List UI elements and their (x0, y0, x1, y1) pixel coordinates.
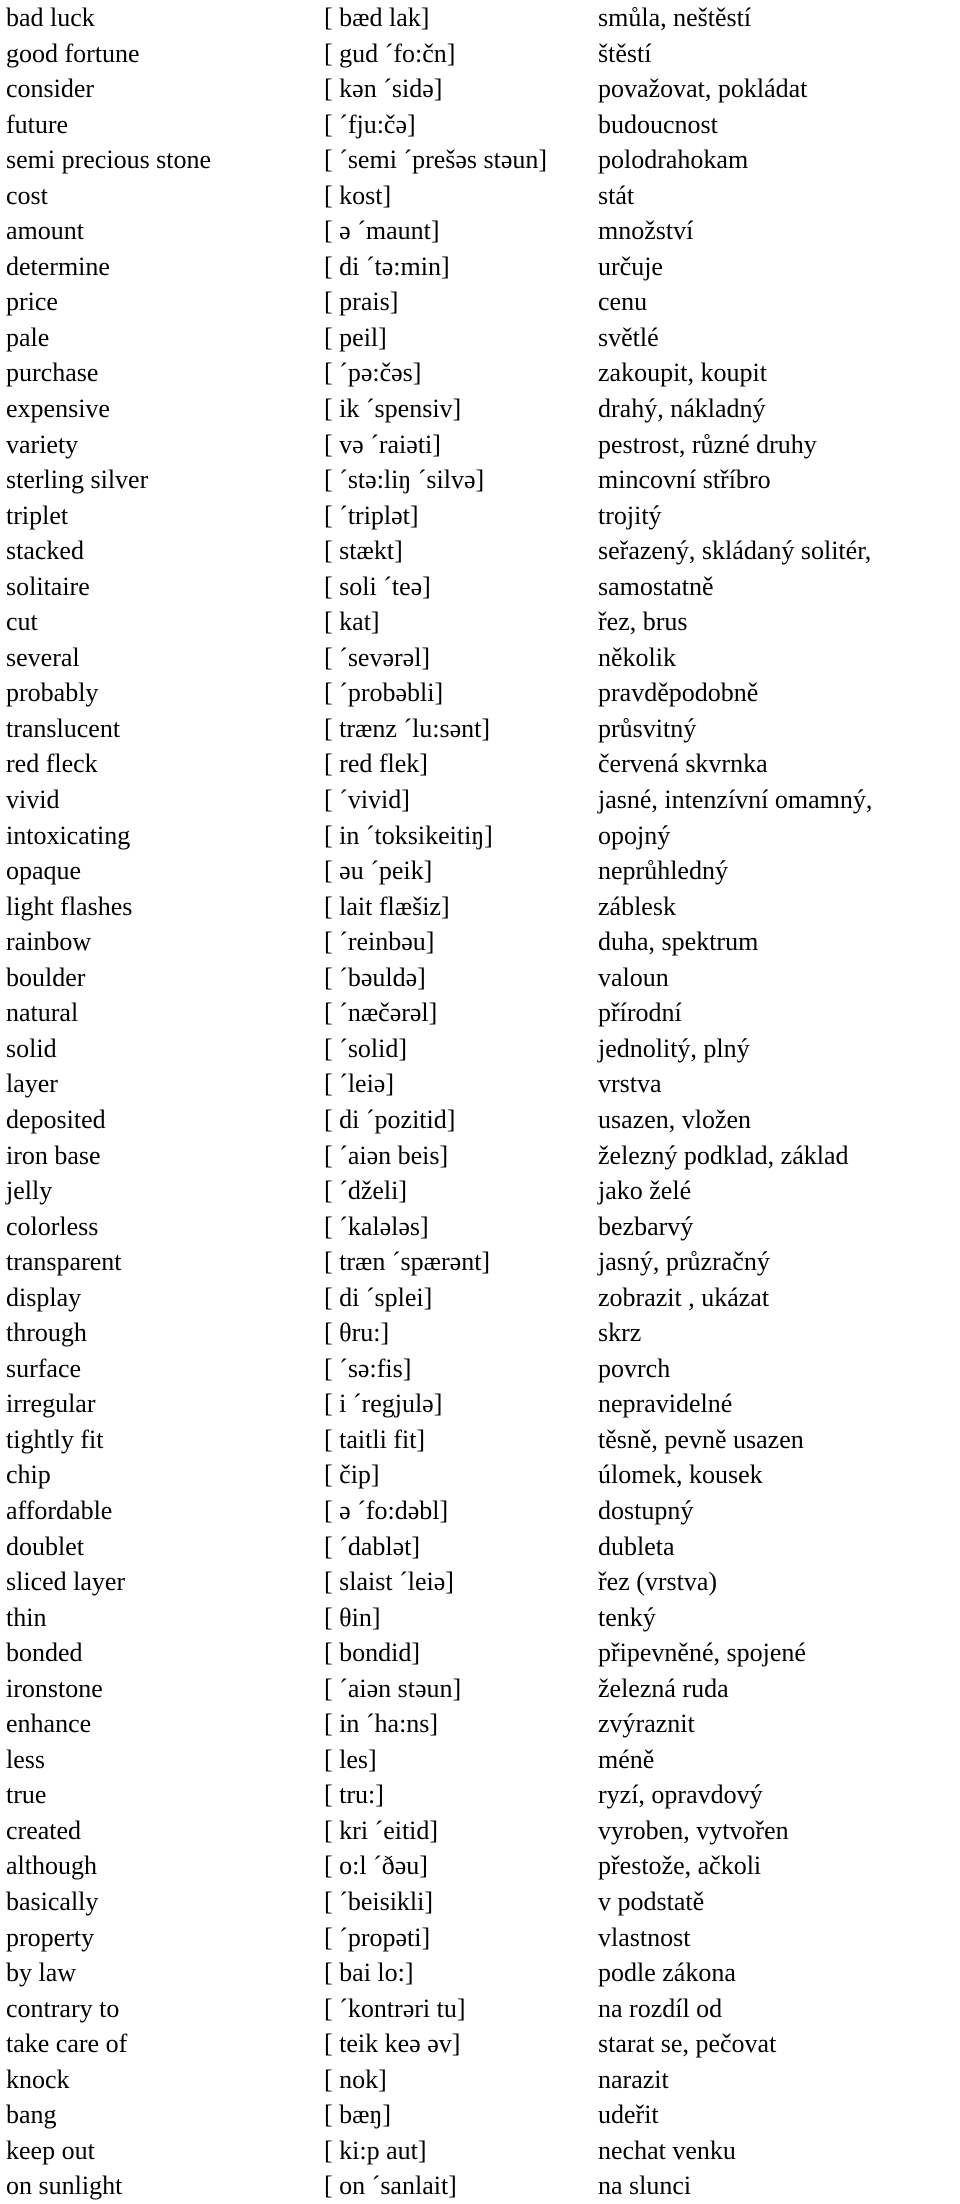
vocabulary-row (0, 1600, 960, 1636)
pronunciation: [ in ˊha:ns] (324, 1709, 439, 1739)
english-term: contrary to (6, 1993, 120, 2023)
english-term: cost (6, 180, 48, 210)
czech-translation: připevněné, spojené (598, 1638, 806, 1668)
czech-translation: podle zákona (598, 1958, 736, 1988)
czech-translation: zobrazit , ukázat (598, 1282, 770, 1312)
vocabulary-row (0, 1315, 960, 1351)
pronunciation: [ ə ˊfo:dəbl] (324, 1495, 449, 1525)
pronunciation: [ θru:] (324, 1318, 390, 1348)
czech-translation: železný podklad, základ (598, 1140, 849, 1170)
vocabulary-row (0, 249, 960, 285)
czech-translation: ryzí, opravdový (598, 1780, 763, 1810)
pronunciation: [ tru:] (324, 1780, 384, 1810)
pronunciation: [ ə ˊmaunt] (324, 216, 440, 246)
english-term: cut (6, 607, 38, 637)
pronunciation: [ gud ˊfo:čn] (324, 38, 456, 68)
english-term: future (6, 109, 69, 139)
pronunciation: [ ki:p aut] (324, 2135, 427, 2165)
pronunciation: [ ˊtriplət] (324, 500, 419, 530)
pronunciation: [ ˊaiən stəun] (324, 1673, 462, 1703)
vocabulary-row (0, 853, 960, 889)
vocabulary-row (0, 1031, 960, 1067)
czech-translation: průsvitný (598, 713, 697, 743)
pronunciation: [ taitli fit] (324, 1424, 426, 1454)
english-term: property (6, 1922, 95, 1952)
pronunciation: [ ˊpə:čəs] (324, 358, 422, 388)
vocabulary-row (0, 1280, 960, 1316)
pronunciation: [ ˊreinbəu] (324, 927, 435, 957)
pronunciation: [ trænz ˊlu:sənt] (324, 713, 491, 743)
english-term: basically (6, 1886, 99, 1916)
english-term: surface (6, 1353, 82, 1383)
czech-translation: úlomek, kousek (598, 1460, 763, 1490)
czech-translation: seřazený, skládaný solitér, (598, 536, 872, 566)
english-term: jelly (6, 1176, 53, 1206)
pronunciation: [ əu ˊpeik] (324, 856, 433, 886)
czech-translation: smůla, neštěstí (598, 3, 752, 32)
vocabulary-row (0, 1777, 960, 1813)
vocabulary-row (0, 746, 960, 782)
czech-translation: skrz (598, 1318, 642, 1348)
english-term: affordable (6, 1495, 113, 1525)
pronunciation: [ bæd lak] (324, 3, 430, 32)
vocabulary-row (0, 1564, 960, 1600)
czech-translation: nechat venku (598, 2135, 736, 2165)
czech-translation: méně (598, 1744, 655, 1774)
pronunciation: [ peil] (324, 322, 387, 352)
czech-translation: povrch (598, 1353, 671, 1383)
czech-translation: řez, brus (598, 607, 688, 637)
pronunciation: [ ˊdablət] (324, 1531, 421, 1561)
pronunciation: [ ˊsə:fis] (324, 1353, 412, 1383)
english-term: thin (6, 1602, 47, 1632)
pronunciation: [ ik ˊspensiv] (324, 394, 462, 424)
pronunciation: [ teik keə əv] (324, 2029, 461, 2059)
czech-translation: železná ruda (598, 1673, 729, 1703)
english-term: semi precious stone (6, 145, 212, 175)
pronunciation: [ bondid] (324, 1638, 421, 1668)
czech-translation: jasné, intenzívní omamný, (598, 785, 873, 815)
vocabulary-row (0, 498, 960, 534)
english-term: through (6, 1318, 87, 1348)
czech-translation: červená skvrnka (598, 749, 768, 779)
czech-translation: množství (598, 216, 694, 246)
pronunciation: [ ˊpropəti] (324, 1922, 431, 1952)
pronunciation: [ ˊaiən beis] (324, 1140, 449, 1170)
english-term: price (6, 287, 58, 317)
pronunciation: [ ˊvivid] (324, 785, 410, 815)
vocabulary-row (0, 1209, 960, 1245)
pronunciation: [ kost] (324, 180, 392, 210)
english-term: transparent (6, 1247, 122, 1277)
czech-translation: trojitý (598, 500, 662, 530)
pronunciation: [ on ˊsanlait] (324, 2171, 457, 2201)
english-term: vivid (6, 785, 60, 815)
vocabulary-row (0, 284, 960, 320)
english-term: colorless (6, 1211, 99, 1241)
pronunciation: [ ˊsemi ˊprešəs stəun] (324, 145, 548, 175)
pronunciation: [ ˊprobəbli] (324, 678, 444, 708)
pronunciation: [ les] (324, 1744, 377, 1774)
english-term: created (6, 1815, 82, 1845)
english-term: take care of (6, 2029, 128, 2059)
english-term: doublet (6, 1531, 84, 1561)
czech-translation: dubleta (598, 1531, 675, 1561)
vocabulary-row (0, 1493, 960, 1529)
pronunciation: [ ˊstə:liŋ ˊsilvə] (324, 465, 485, 495)
pronunciation: [ bai lo:] (324, 1958, 414, 1988)
english-term: on sunlight (6, 2171, 123, 2201)
pronunciation: [ o:l ˊðəu] (324, 1851, 428, 1881)
czech-translation: neprůhledný (598, 856, 728, 886)
pronunciation: [ ˊnæčərəl] (324, 998, 438, 1028)
english-term: sliced layer (6, 1567, 126, 1597)
english-term: display (6, 1282, 82, 1312)
vocabulary-row (0, 1884, 960, 1920)
pronunciation: [ ˊsevərəl] (324, 642, 431, 672)
czech-translation: jako želé (598, 1176, 692, 1206)
english-term: natural (6, 998, 79, 1028)
pronunciation: [ ˊdželi] (324, 1176, 408, 1206)
english-term: probably (6, 678, 99, 708)
vocabulary-row (0, 995, 960, 1031)
czech-translation: vlastnost (598, 1922, 691, 1952)
english-term: iron base (6, 1140, 101, 1170)
vocabulary-row (0, 1635, 960, 1671)
vocabulary-row (0, 960, 960, 996)
english-term: less (6, 1744, 45, 1774)
czech-translation: několik (598, 642, 676, 672)
czech-translation: světlé (598, 322, 659, 352)
czech-translation: drahý, nákladný (598, 394, 766, 424)
english-term: consider (6, 74, 95, 104)
pronunciation: [ ˊkaləlǝs] (324, 1211, 429, 1241)
english-term: bonded (6, 1638, 83, 1668)
vocabulary-row (0, 818, 960, 854)
english-term: enhance (6, 1709, 92, 1739)
english-term: determine (6, 251, 110, 281)
vocabulary-row (0, 107, 960, 143)
vocabulary-row (0, 675, 960, 711)
vocabulary-row (0, 1351, 960, 1387)
czech-translation: v podstatě (598, 1886, 705, 1916)
english-term: expensive (6, 394, 110, 424)
pronunciation: [ prais] (324, 287, 399, 317)
vocabulary-row (0, 71, 960, 107)
pronunciation: [ di ˊsplei] (324, 1282, 433, 1312)
vocabulary-row (0, 711, 960, 747)
czech-translation: narazit (598, 2064, 669, 2094)
vocabulary-row (0, 889, 960, 925)
vocabulary-row (0, 391, 960, 427)
vocabulary-row (0, 2026, 960, 2062)
vocabulary-row (0, 1955, 960, 1991)
pronunciation: [ di ˊtə:min] (324, 251, 450, 281)
vocabulary-row (0, 1066, 960, 1102)
czech-translation: přírodní (598, 998, 682, 1028)
english-term: true (6, 1780, 47, 1810)
czech-translation: jednolitý, plný (598, 1033, 750, 1063)
czech-translation: samostatně (598, 571, 714, 601)
vocabulary-row (0, 604, 960, 640)
english-term: tightly fit (6, 1424, 104, 1454)
vocabulary-row (0, 1173, 960, 1209)
czech-translation: valoun (598, 962, 669, 992)
czech-translation: dostupný (598, 1495, 694, 1525)
pronunciation: [ lait flæšiz] (324, 891, 450, 921)
english-term: keep out (6, 2135, 95, 2165)
pronunciation: [ stækt] (324, 536, 403, 566)
czech-translation: vrstva (598, 1069, 662, 1099)
english-term: by law (6, 1958, 77, 1988)
pronunciation: [ bæŋ] (324, 2100, 392, 2130)
english-term: red fleck (6, 749, 98, 779)
pronunciation: [ i ˊregjulə] (324, 1389, 443, 1419)
vocabulary-row (0, 2097, 960, 2133)
vocabulary-row (0, 2062, 960, 2098)
czech-translation: zvýraznit (598, 1709, 695, 1739)
pronunciation: [ θin] (324, 1602, 381, 1632)
czech-translation: řez (vrstva) (598, 1567, 718, 1597)
english-term: purchase (6, 358, 99, 388)
vocabulary-row (0, 36, 960, 72)
english-term: sterling silver (6, 465, 149, 495)
vocabulary-row (0, 142, 960, 178)
english-term: translucent (6, 713, 121, 743)
pronunciation: [ kri ˊeitid] (324, 1815, 439, 1845)
czech-translation: přestože, ačkoli (598, 1851, 762, 1881)
czech-translation: vyroben, vytvořen (598, 1815, 789, 1845)
pronunciation: [ red flek] (324, 749, 428, 779)
czech-translation: jasný, průzračný (598, 1247, 770, 1277)
pronunciation: [ ˊkontrəri tu] (324, 1993, 466, 2023)
czech-translation: polodrahokam (598, 145, 749, 175)
czech-translation: starat se, pečovat (598, 2029, 777, 2059)
english-term: bang (6, 2100, 57, 2130)
pronunciation: [ kat] (324, 607, 380, 637)
czech-translation: na slunci (598, 2171, 692, 2201)
english-term: boulder (6, 962, 86, 992)
vocabulary-row (0, 1138, 960, 1174)
vocabulary-row (0, 1920, 960, 1956)
vocabulary-row (0, 213, 960, 249)
czech-translation: nepravidelné (598, 1389, 733, 1419)
vocabulary-row (0, 1244, 960, 1280)
pronunciation: [ ˊbeisikli] (324, 1886, 434, 1916)
vocabulary-row (0, 640, 960, 676)
english-term: triplet (6, 500, 69, 530)
vocabulary-row (0, 355, 960, 391)
vocabulary-row (0, 1706, 960, 1742)
pronunciation: [ soli ˊteə] (324, 571, 431, 601)
english-term: bad luck (6, 3, 95, 32)
english-term: amount (6, 216, 84, 246)
vocabulary-row (0, 0, 960, 36)
pronunciation: [ ˊbəuldə] (324, 962, 426, 992)
english-term: light flashes (6, 891, 133, 921)
english-term: intoxicating (6, 820, 131, 850)
pronunciation: [ kən ˊsidə] (324, 74, 443, 104)
pronunciation: [ ˊfju:čə] (324, 109, 416, 139)
pronunciation: [ di ˊpozitid] (324, 1104, 456, 1134)
pronunciation: [ slaist ˊleiə] (324, 1567, 454, 1597)
pronunciation: [ ˊsolid] (324, 1033, 408, 1063)
english-term: ironstone (6, 1673, 103, 1703)
vocabulary-row (0, 1457, 960, 1493)
czech-translation: považovat, pokládat (598, 74, 808, 104)
english-term: pale (6, 322, 50, 352)
pronunciation: [ čip] (324, 1460, 380, 1490)
czech-translation: štěstí (598, 38, 652, 68)
czech-translation: záblesk (598, 891, 676, 921)
english-term: deposited (6, 1104, 106, 1134)
vocabulary-row (0, 427, 960, 463)
czech-translation: určuje (598, 251, 663, 281)
vocabulary-row (0, 1848, 960, 1884)
english-term: opaque (6, 856, 82, 886)
vocabulary-row (0, 569, 960, 605)
czech-translation: bezbarvý (598, 1211, 694, 1241)
czech-translation: opojný (598, 820, 671, 850)
pronunciation: [ ˊleiə] (324, 1069, 395, 1099)
vocabulary-row (0, 533, 960, 569)
czech-translation: zakoupit, koupit (598, 358, 767, 388)
pronunciation: [ in ˊtoksikeitiŋ] (324, 820, 493, 850)
english-term: variety (6, 429, 79, 459)
vocabulary-row (0, 1813, 960, 1849)
czech-translation: stát (598, 180, 635, 210)
english-term: solitaire (6, 571, 90, 601)
czech-translation: těsně, pevně usazen (598, 1424, 804, 1454)
english-term: although (6, 1851, 97, 1881)
vocabulary-row (0, 1529, 960, 1565)
pronunciation: [ nok] (324, 2064, 387, 2094)
pronunciation: [ və ˊraiəti] (324, 429, 441, 459)
english-term: good fortune (6, 38, 140, 68)
english-term: rainbow (6, 927, 92, 957)
vocabulary-row (0, 462, 960, 498)
czech-translation: udeřit (598, 2100, 659, 2130)
vocabulary-row (0, 1102, 960, 1138)
english-term: irregular (6, 1389, 96, 1419)
vocabulary-row (0, 178, 960, 214)
english-term: several (6, 642, 80, 672)
czech-translation: budoucnost (598, 109, 718, 139)
czech-translation: duha, spektrum (598, 927, 759, 957)
pronunciation: [ træn ˊspærənt] (324, 1247, 491, 1277)
vocabulary-row (0, 2168, 960, 2204)
czech-translation: na rozdíl od (598, 1993, 723, 2023)
vocabulary-row (0, 1742, 960, 1778)
czech-translation: tenký (598, 1602, 656, 1632)
vocabulary-row (0, 924, 960, 960)
czech-translation: mincovní stříbro (598, 465, 771, 495)
czech-translation: usazen, vložen (598, 1104, 752, 1134)
czech-translation: pestrost, různé druhy (598, 429, 817, 459)
english-term: knock (6, 2064, 70, 2094)
vocabulary-row (0, 1991, 960, 2027)
vocabulary-row (0, 782, 960, 818)
vocabulary-row (0, 1422, 960, 1458)
english-term: layer (6, 1069, 58, 1099)
english-term: stacked (6, 536, 84, 566)
vocabulary-row (0, 1386, 960, 1422)
vocabulary-row (0, 2133, 960, 2169)
czech-translation: cenu (598, 287, 648, 317)
vocabulary-row (0, 1671, 960, 1707)
vocabulary-row (0, 320, 960, 356)
english-term: solid (6, 1033, 57, 1063)
czech-translation: pravděpodobně (598, 678, 759, 708)
english-term: chip (6, 1460, 51, 1490)
